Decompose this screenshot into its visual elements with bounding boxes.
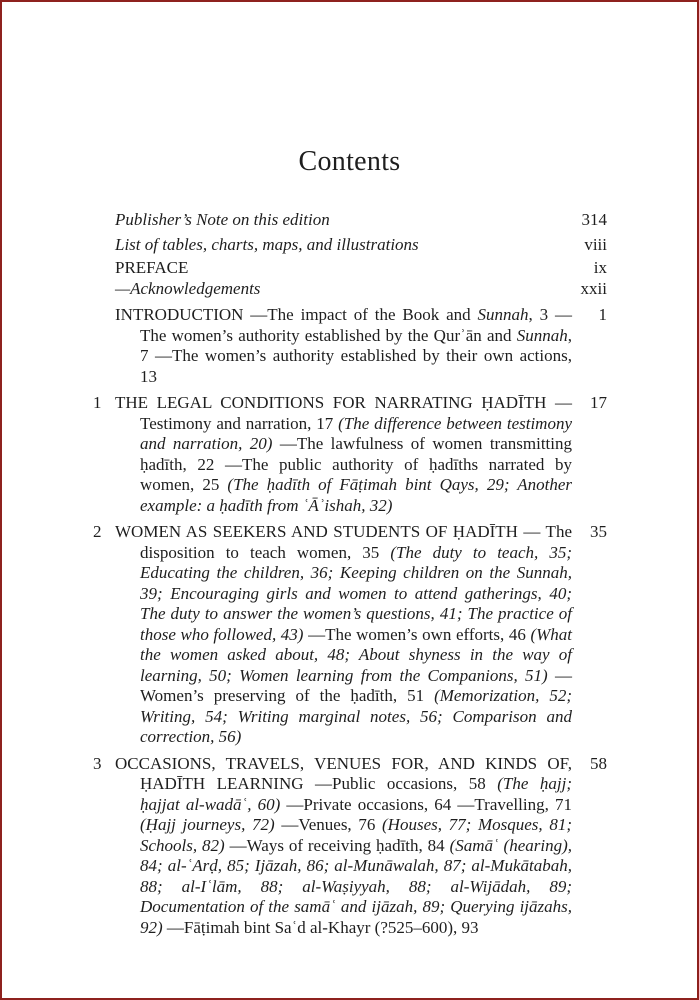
entry-label: THE LEGAL CONDITIONS FOR NARRATING ḤADĪTH —Testimony and narration, 17 (The difference between testimony and narration, 20) —The lawfulness of women transmitting ḥadīth, 22 —The public authority of ḥadīths narrated by women, 25 (The ḥadīth of Fāṭimah bint Qays, 29; Another example: a ḥadīth from ʿĀʾishah, 32) xyxy=(115,393,573,515)
entry-page-number: 35 xyxy=(590,522,607,541)
table-of-contents xyxy=(0,210,699,944)
entry-page-number: ix xyxy=(593,258,607,277)
toc-entry-chapter-3 xyxy=(0,754,699,939)
entry-page-number: 1 xyxy=(598,305,607,324)
entry-page-number: 17 xyxy=(590,393,607,412)
entry-label: —Acknowledgements xyxy=(115,278,261,298)
page-title: Contents xyxy=(298,146,401,177)
toc-entry-chapter-2 xyxy=(0,522,699,748)
toc-entry-chapter-1 xyxy=(0,393,699,516)
chapter-number: 2 xyxy=(93,522,102,541)
toc-entry-introduction xyxy=(0,305,699,387)
toc-entry-acknowledgements xyxy=(0,279,699,300)
chapter-number: 1 xyxy=(93,393,102,412)
entry-label: OCCASIONS, TRAVELS, VENUES FOR, AND KINDS OF, ḤADĪTH LEARNING —Public occasions, 58 (The ḥajj; ḥajjat al-wadāʿ, 60) —Private occasions, 64 —Travelling, 71 (Ḥajj journeys, 72) —Venues, 76 (Houses, 77; Mosques, 81; Schools, 82) —Ways of receiving ḥadīth, 84 (Samāʿ (hearing), 84; al-ʿArḍ, 85; Ijāzah, 86; al-Munāwalah, 87; al-Mukātabah, 88; al-Iʿlām, 88; al-Waṣiyyah, 88; al-Wijādah, 89; Documentation of the samāʿ and ijāzah, 89; Querying ijāzahs, 92) —Fāṭimah bint Saʿd al-Khayr (?525–600), 93 xyxy=(115,753,573,937)
entry-label: List of tables, charts, maps, and illustrations xyxy=(115,234,419,254)
entry-label: Publisher’s Note on this edition xyxy=(115,210,330,229)
chapter-number: 3 xyxy=(93,753,102,773)
entry-page-number: xxii xyxy=(580,278,607,298)
toc-entry-publishers-note xyxy=(0,210,699,231)
entry-page-number: viii xyxy=(584,234,607,254)
entry-label: INTRODUCTION —The impact of the Book and Sunnah, 3 —The women’s authority established by the Qurʾān and Sunnah, 7 —The women’s authority established by their own actions, 13 xyxy=(115,305,573,386)
toc-entry-list-of-tables xyxy=(0,235,699,256)
entry-label: WOMEN AS SEEKERS AND STUDENTS OF ḤADĪTH — The disposition to teach women, 35 (The duty to teach, 35; Educating the children, 36; Keeping children on the Sunnah, 39; Encouraging girls and women to attend gatherings, 40; The duty to answer the women’s questions, 41; The practice of those who followed, 43) —The women’s own efforts, 46 (What the women asked about, 48; About shyness in the way of learning, 50; Women learning from the Companions, 51) —Women’s preserving of the ḥadīth, 51 (Memorization, 52; Writing, 54; Writing marginal notes, 56; Comparison and correction, 56) xyxy=(115,522,573,746)
entry-page-number: 314 xyxy=(581,210,607,229)
toc-entry-preface xyxy=(0,258,699,279)
entry-label: PREFACE xyxy=(115,258,189,277)
entry-page-number: 58 xyxy=(590,753,607,773)
